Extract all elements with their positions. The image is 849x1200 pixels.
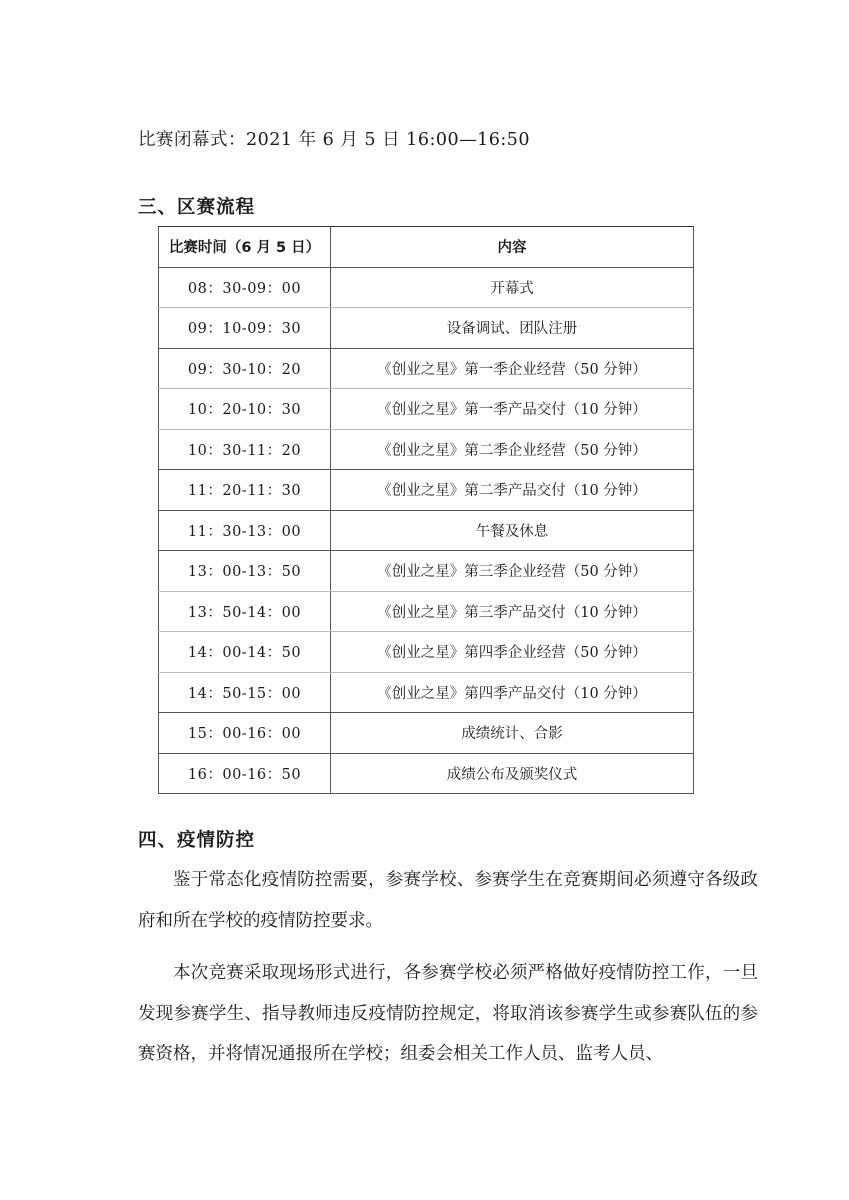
epidemic-paragraph-1 <box>138 860 758 941</box>
table-row <box>159 429 694 470</box>
closing-ceremony-line: 比赛闭幕式：2021 年 6 月 5 日 16:00—16:50 <box>138 130 531 150</box>
row-content: 《创业之星》第三季企业经营（50 分钟） <box>331 551 694 592</box>
row-content: 设备调试、团队注册 <box>331 308 694 349</box>
paragraph-text: 本次竞赛采取现场形式进行，各参赛学校必须严格做好疫情防控工作，一旦发现参赛学生、指导教师违反疫情防控规定，将取消该参赛学生或参赛队伍的参赛资格，并将情况通报所在学校；组委会相关工作人员、监考人员、 <box>138 963 758 1064</box>
table-row <box>159 753 694 794</box>
row-time: 13：00-13：50 <box>159 551 331 592</box>
table-row <box>159 308 694 349</box>
table-row <box>159 267 694 308</box>
row-time: 14：50-15：00 <box>159 672 331 713</box>
row-content: 成绩统计、合影 <box>331 713 694 754</box>
table-row <box>159 348 694 389</box>
section-3-heading: 三、区赛流程 <box>138 197 256 218</box>
epidemic-paragraph-2 <box>138 953 758 1075</box>
table-row <box>159 510 694 551</box>
table-header-row <box>159 227 694 268</box>
paragraph-text: 鉴于常态化疫情防控需要，参赛学校、参赛学生在竞赛期间必须遵守各级政府和所在学校的疫情防控要求。 <box>138 870 758 931</box>
row-content: 《创业之星》第四季企业经营（50 分钟） <box>331 632 694 673</box>
row-time: 11：20-11：30 <box>159 470 331 511</box>
row-content: 《创业之星》第一季产品交付（10 分钟） <box>331 389 694 430</box>
row-time: 09：10-09：30 <box>159 308 331 349</box>
row-time: 15：00-16：00 <box>159 713 331 754</box>
table-row <box>159 551 694 592</box>
row-content: 《创业之星》第二季产品交付（10 分钟） <box>331 470 694 511</box>
row-time: 14：00-14：50 <box>159 632 331 673</box>
table-row <box>159 389 694 430</box>
row-time: 09：30-10：20 <box>159 348 331 389</box>
table-row <box>159 713 694 754</box>
schedule-table <box>158 226 694 794</box>
row-content: 《创业之星》第二季企业经营（50 分钟） <box>331 429 694 470</box>
table-row <box>159 632 694 673</box>
row-time: 11：30-13：00 <box>159 510 331 551</box>
header-content: 内容 <box>331 227 694 268</box>
row-time: 13：50-14：00 <box>159 591 331 632</box>
table-row <box>159 591 694 632</box>
row-content: 《创业之星》第一季企业经营（50 分钟） <box>331 348 694 389</box>
row-content: 开幕式 <box>331 267 694 308</box>
header-time: 比赛时间（6 月 5 日） <box>159 227 331 268</box>
row-time: 16：00-16：50 <box>159 753 331 794</box>
table-row <box>159 672 694 713</box>
row-content: 《创业之星》第三季产品交付（10 分钟） <box>331 591 694 632</box>
row-time: 10：20-10：30 <box>159 389 331 430</box>
row-content: 午餐及休息 <box>331 510 694 551</box>
row-time: 10：30-11：20 <box>159 429 331 470</box>
section-4-heading: 四、疫情防控 <box>138 830 256 851</box>
row-content: 《创业之星》第四季产品交付（10 分钟） <box>331 672 694 713</box>
row-time: 08：30-09：00 <box>159 267 331 308</box>
row-content: 成绩公布及颁奖仪式 <box>331 753 694 794</box>
table-row <box>159 470 694 511</box>
